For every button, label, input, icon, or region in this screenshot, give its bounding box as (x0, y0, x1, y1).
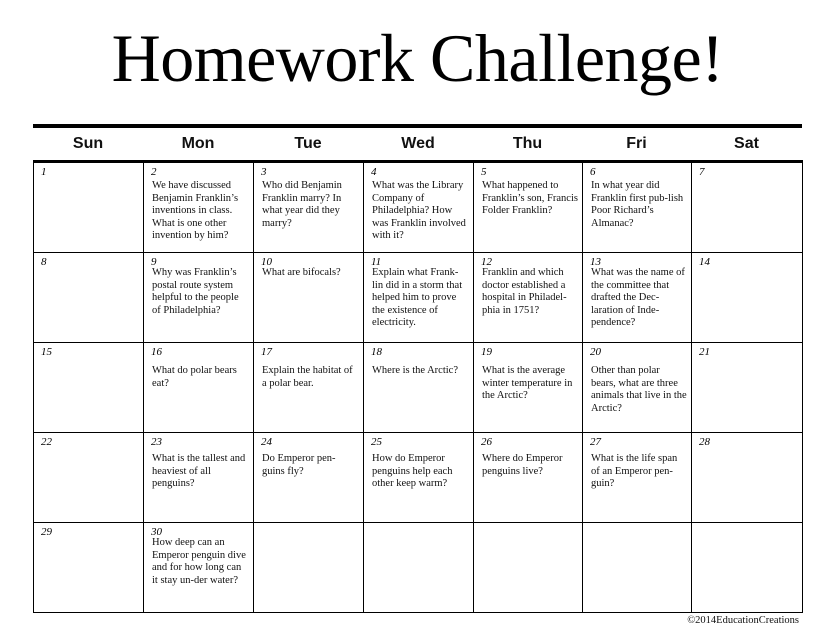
day-number: 24 (261, 436, 272, 448)
calendar-grid (33, 160, 803, 613)
day-question: Explain what Frank-lin did in a storm that helped him to prove the existence of electricity. (372, 267, 463, 329)
day-question: Other than polar bears, what are three animals that live in the Arctic? (591, 365, 687, 414)
calendar-day (474, 343, 583, 432)
calendar-day (583, 253, 692, 342)
day-question: Franklin and which doctor established a hospital in Philadel-phia in 1751? (482, 267, 567, 316)
calendar-day (254, 523, 364, 612)
calendar-day (254, 343, 364, 432)
calendar-week-3 (34, 343, 803, 433)
day-question: We have discussed Benjamin Franklin’s inventions in class. What is one other invention by him? (152, 180, 239, 242)
day-question: Who did Benjamin Franklin marry? In what year did they marry? (262, 180, 342, 229)
calendar-day (34, 433, 144, 522)
calendar-day (474, 253, 583, 342)
day-number: 20 (590, 346, 601, 358)
weekday-wed: Wed (401, 135, 435, 152)
day-number: 9 (151, 256, 157, 268)
weekday-sun: Sun (72, 135, 104, 152)
calendar-week-2 (34, 253, 803, 343)
weekday-fri: Fri (626, 135, 647, 152)
day-number: 13 (590, 256, 601, 268)
day-question: Explain the habitat of a polar bear. (262, 365, 353, 389)
day-number: 10 (261, 256, 272, 268)
calendar-day (34, 343, 144, 432)
day-question: What do polar bears eat? (152, 365, 237, 389)
calendar-day (364, 433, 474, 522)
day-question: What is the tallest and heaviest of all penguins? (152, 453, 246, 490)
day-number: 22 (41, 436, 52, 448)
calendar-day (254, 253, 364, 342)
calendar-day (583, 523, 692, 612)
calendar-day (364, 523, 474, 612)
day-number: 6 (590, 166, 596, 178)
calendar-day (474, 523, 583, 612)
weekday-tue: Tue (294, 135, 322, 152)
calendar-day (144, 433, 254, 522)
day-question: How do Emperor penguins help each other keep warm? (372, 453, 453, 490)
day-question: What was the Library Company of Philadelphia? How was Franklin involved with it? (372, 180, 466, 242)
day-number: 19 (481, 346, 492, 358)
day-question: What was the name of the committee that drafted the Dec-laration of Inde-pendence? (591, 267, 685, 329)
calendar-day (583, 163, 692, 252)
weekday-sat: Sat (734, 135, 759, 152)
calendar-week-1 (34, 163, 803, 253)
day-question: What happened to Franklin’s son, Francis Folder Franklin? (482, 180, 578, 217)
calendar-day (364, 343, 474, 432)
day-number: 25 (371, 436, 382, 448)
day-number: 18 (371, 346, 382, 358)
day-number: 30 (151, 526, 162, 538)
day-number: 17 (261, 346, 272, 358)
calendar-day (692, 163, 803, 252)
calendar-day (144, 253, 254, 342)
copyright-notice: ©2014EducationCreations (687, 615, 799, 626)
calendar-day (144, 523, 254, 612)
day-number: 8 (41, 256, 47, 268)
day-question: Do Emperor pen-guins fly? (262, 453, 336, 477)
calendar-week-4 (34, 433, 803, 523)
calendar-week-5 (34, 523, 803, 613)
day-question: What is the life span of an Emperor pen-guin? (591, 453, 678, 490)
day-question: What are bifocals? (262, 267, 341, 278)
day-question: Where is the Arctic? (372, 365, 458, 376)
day-number: 14 (699, 256, 710, 268)
day-number: 5 (481, 166, 487, 178)
day-number: 23 (151, 436, 162, 448)
calendar-day (34, 253, 144, 342)
weekday-mon: Mon (181, 135, 215, 152)
calendar-day (34, 163, 144, 252)
calendar-day (692, 253, 803, 342)
day-number: 15 (41, 346, 52, 358)
day-number: 28 (699, 436, 710, 448)
page-title: Homework Challenge! (111, 20, 724, 96)
calendar-day (364, 163, 474, 252)
day-number: 11 (371, 256, 382, 268)
day-number: 26 (481, 436, 492, 448)
calendar-day (692, 433, 803, 522)
weekday-header (33, 128, 802, 160)
calendar-day (254, 433, 364, 522)
calendar-day (474, 163, 583, 252)
calendar-day (692, 343, 803, 432)
day-number: 27 (590, 436, 601, 448)
calendar-day (254, 163, 364, 252)
calendar-day (583, 343, 692, 432)
calendar-day (692, 523, 803, 612)
calendar-day (583, 433, 692, 522)
day-number: 1 (41, 166, 47, 178)
day-number: 4 (371, 166, 377, 178)
weekday-thu: Thu (512, 135, 543, 152)
calendar-day (34, 523, 144, 612)
calendar-day (144, 343, 254, 432)
day-question: In what year did Franklin first pub-lish Poor Richard’s Almanac? (591, 180, 684, 229)
day-number: 12 (481, 256, 492, 268)
day-number: 21 (699, 346, 710, 358)
day-question: How deep can an Emperor penguin dive and for how long can it stay un-der water? (152, 537, 246, 586)
day-number: 29 (41, 526, 52, 538)
day-number: 2 (151, 166, 157, 178)
calendar-day (364, 253, 474, 342)
calendar-day (474, 433, 583, 522)
calendar-day (144, 163, 254, 252)
day-number: 16 (151, 346, 162, 358)
day-question: What is the average winter temperature in the Arctic? (482, 365, 573, 402)
day-number: 3 (261, 166, 267, 178)
day-question: Why was Franklin’s postal route system helpful to the people of Philadelphia? (152, 267, 239, 316)
day-question: Where do Emperor penguins live? (482, 453, 563, 477)
day-number: 7 (699, 166, 705, 178)
